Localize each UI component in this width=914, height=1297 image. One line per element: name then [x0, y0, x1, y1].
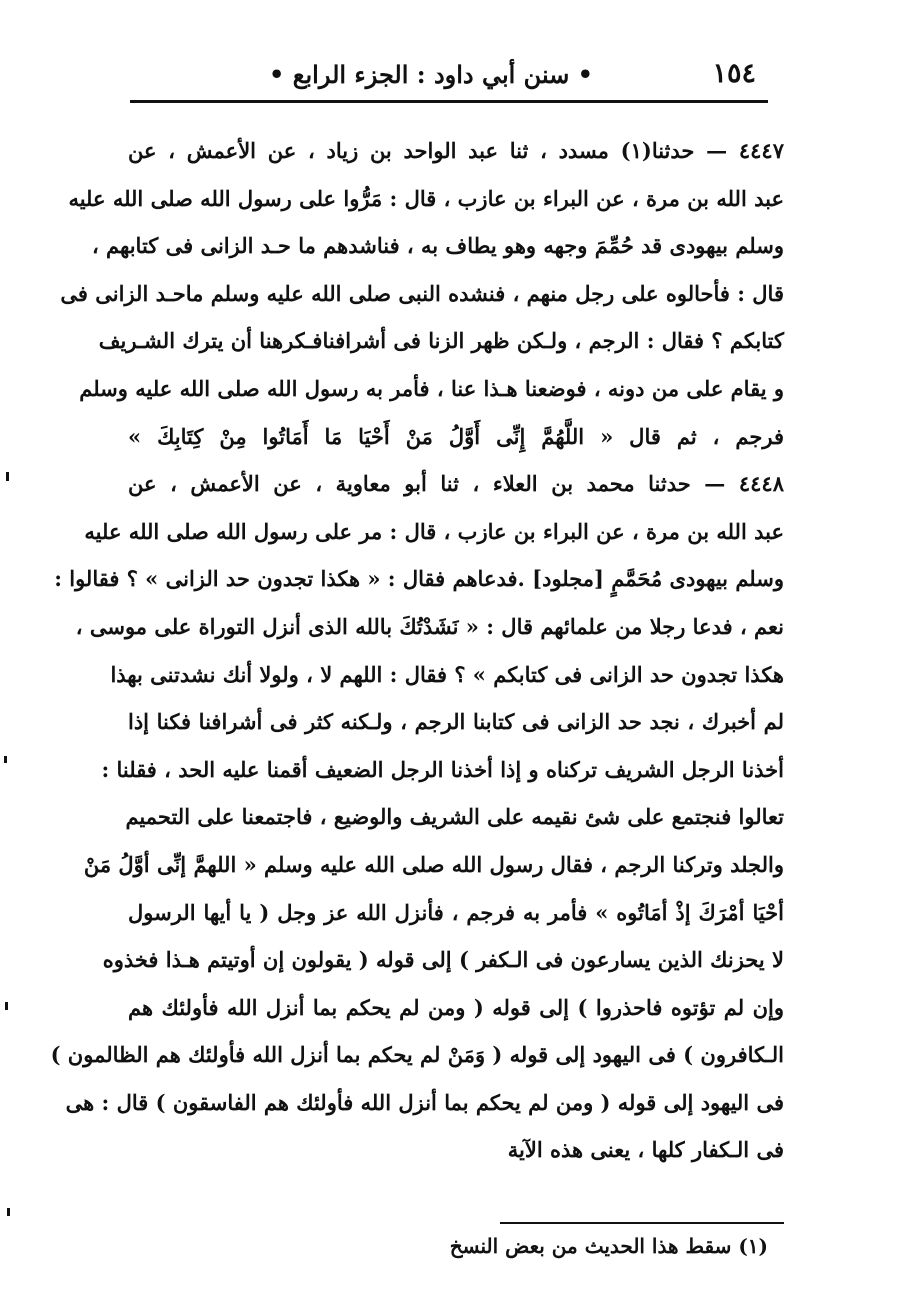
text-line: فى اليهود إلى قوله ( ومن لم يحكم بما أنزل الله فأولئك هم الفاسقون ) قال : هى	[65, 1089, 784, 1115]
scan-mark	[7, 1208, 10, 1216]
text-line: ٤٤٤٨ — حدثنا محمد بن العلاء ، ثنا أبو معاوية ، عن الأعمش ، عن	[128, 471, 784, 497]
text-line: لا يحزنك الذين يسارعون فى الـكفر ) إلى قوله ( يقولون إن أوتيتم هـذا فخذوه	[102, 947, 784, 973]
text-line: تعالوا فنجتمع على شئ نقيمه على الشريف والوضيع ، فاجتمعنا على التحميم	[125, 804, 784, 830]
text-line: عبد الله بن مرة ، عن البراء بن عازب ، قال : مَرُّوا على رسول الله صلى الله عليه	[68, 185, 784, 211]
scan-mark	[5, 1002, 8, 1010]
footnote-rule	[500, 1222, 784, 1224]
text-line: عبد الله بن مرة ، عن البراء بن عازب ، قال : مر على رسول الله صلى الله عليه	[84, 518, 784, 544]
text-line: و يقام على من دونه ، فوضعنا هـذا عنا ، فأمر به رسول الله صلى الله عليه وسلم	[79, 375, 784, 401]
header-rule	[130, 100, 768, 103]
page-header	[130, 58, 768, 98]
text-line: نعم ، فدعا رجلا من علمائهم قال : « نَشَدْتُكَ بالله الذى أنزل التوراة على موسى ،	[75, 613, 784, 639]
text-line: فى الـكفار كلها ، يعنى هذه الآية	[507, 1137, 784, 1163]
text-line: والجلد وتركنا الرجم ، فقال رسول الله صلى الله عليه وسلم « اللهمَّ إنِّى أوَّلُ مَنْ	[83, 851, 784, 877]
text-line: هكذا تجدون حد الزانى فى كتابكم » ؟ فقال : اللهم لا ، ولولا أنك نشدتنى بهذا	[110, 661, 784, 687]
text-line: وسلم بيهودى قد حُمِّمَ وجهه وهو يطاف به ، فناشدهم ما حـد الزانى فى كتابهم ،	[91, 233, 784, 259]
text-line: أحْيَا أمْرَكَ إذْ أمَاتُوه » فأمر به فرجم ، فأنزل الله عز وجل ( يا أيها الرسول	[128, 899, 784, 925]
running-title: • سنن أبي داود : الجزء الرابع •	[269, 60, 593, 89]
text-line: ٤٤٤٧ — حدثنا(١) مسدد ، ثنا عبد الواحد بن زياد ، عن الأعمش ، عن	[128, 138, 784, 163]
text-line: لم أخبرك ، نجد حد الزانى فى كتابنا الرجم ، ولـكنه كثر فى أشرافنا فكنا إذا	[128, 709, 784, 735]
footnote: (١) سقط هذا الحديث من بعض النسخ	[449, 1234, 768, 1258]
text-line: وإن لم تؤتوه فاحذروا ) إلى قوله ( ومن لم يحكم بما أنزل الله فأولئك هم	[128, 994, 784, 1020]
page-number: ١٥٤	[712, 58, 756, 89]
body-text	[50, 127, 784, 1174]
text-line: قال : فأحالوه على رجل منهم ، فنشده النبى صلى الله عليه وسلم ماحـد الزانى فى	[60, 280, 784, 306]
text-line: كتابكم ؟ فقال : الرجم ، ولـكن ظهر الزنا فى أشرافنافـكرهنا أن يترك الشـريف	[98, 328, 784, 354]
scan-mark	[6, 472, 9, 481]
text-line: أخذنا الرجل الشريف تركناه و إذا أخذنا الرجل الضعيف أقمنا عليه الحد ، فقلنا :	[101, 756, 784, 782]
text-line: وسلم بيهودى مُحَمَّمٍ [مجلود] .فدعاهم فقال : « هكذا تجدون حد الزانى » ؟ فقالوا :	[54, 566, 784, 592]
text-line: الـكافرون ) فى اليهود إلى قوله ( وَمَنْ لم يحكم بما أنزل الله فأولئك هم الظالمون )	[50, 1042, 784, 1068]
text-line: فرجم ، ثم قال « اللَّهُمَّ إِنِّى أَوَّلُ مَنْ أَحْيَا مَا أَمَاتُوا مِنْ كِتَابِكَ »	[128, 423, 784, 449]
scan-mark	[4, 756, 7, 763]
